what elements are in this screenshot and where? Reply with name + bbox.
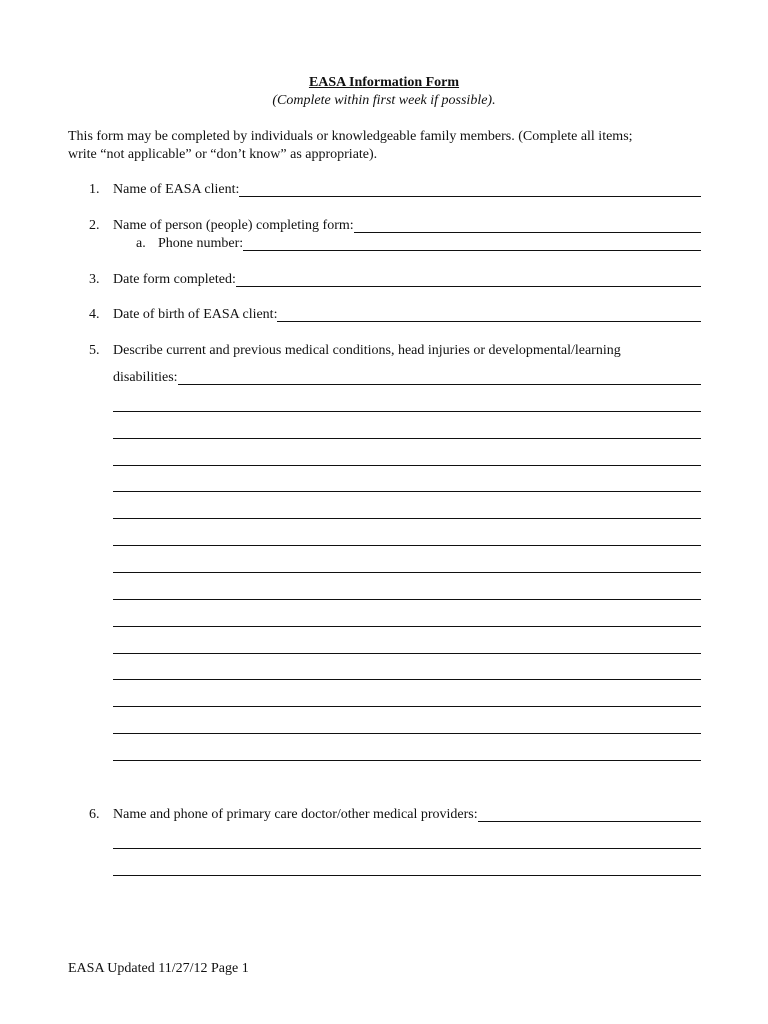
question-3 (89, 271, 701, 288)
question-number: 4. (89, 307, 100, 322)
answer-line[interactable] (113, 706, 701, 707)
intro-line-2: write “not applicable” or “don’t know” as appropriate). (68, 147, 378, 162)
answer-line[interactable] (113, 875, 701, 876)
question-label: Phone number: (158, 236, 244, 251)
question-label: Describe current and previous medical conditions, head injuries or developmental/learning (113, 343, 621, 358)
question-label: Name of person (people) completing form: (113, 218, 354, 233)
question-label: Name and phone of primary care doctor/other medical providers: (113, 807, 478, 822)
answer-line[interactable] (113, 760, 701, 761)
medical-conditions-field[interactable] (178, 369, 701, 385)
question-5 (89, 342, 701, 359)
form-subtitle: (Complete within first week if possible). (272, 93, 496, 108)
date-completed-field[interactable] (236, 271, 701, 287)
question-2a (136, 235, 701, 252)
client-name-field[interactable] (239, 181, 701, 197)
answer-line[interactable] (113, 679, 701, 680)
answer-line[interactable] (113, 626, 701, 627)
answer-line[interactable] (113, 518, 701, 519)
answer-line[interactable] (113, 599, 701, 600)
question-number: 2. (89, 218, 100, 233)
answer-line[interactable] (113, 411, 701, 412)
primary-care-doctor-field[interactable] (478, 806, 701, 822)
answer-line[interactable] (113, 491, 701, 492)
intro-line-1: This form may be completed by individuals or knowledgeable family members. (Complete all items; (68, 129, 633, 144)
question-5-continuation (113, 369, 701, 386)
answer-line[interactable] (113, 465, 701, 466)
phone-number-field[interactable] (243, 235, 701, 251)
form-title: EASA Information Form (308, 75, 460, 90)
question-number: 3. (89, 272, 100, 287)
answer-line[interactable] (113, 438, 701, 439)
question-number: 6. (89, 807, 100, 822)
question-2 (89, 217, 701, 234)
question-label: Date form completed: (113, 272, 236, 287)
question-label: Name of EASA client: (113, 182, 240, 197)
question-label-continued: disabilities: (113, 370, 178, 385)
question-4 (89, 306, 701, 323)
completer-name-field[interactable] (354, 217, 701, 233)
page-footer: EASA Updated 11/27/12 Page 1 (68, 961, 249, 976)
question-number: 5. (89, 343, 100, 358)
answer-line[interactable] (113, 733, 701, 734)
answer-line[interactable] (113, 848, 701, 849)
question-number: 1. (89, 182, 100, 197)
question-6 (89, 806, 701, 823)
intro-paragraph (68, 128, 708, 164)
question-1 (89, 181, 701, 198)
answer-line[interactable] (113, 572, 701, 573)
answer-line[interactable] (113, 653, 701, 654)
sub-question-letter: a. (136, 236, 146, 251)
answer-line[interactable] (113, 545, 701, 546)
date-of-birth-field[interactable] (277, 306, 701, 322)
question-label: Date of birth of EASA client: (113, 307, 278, 322)
